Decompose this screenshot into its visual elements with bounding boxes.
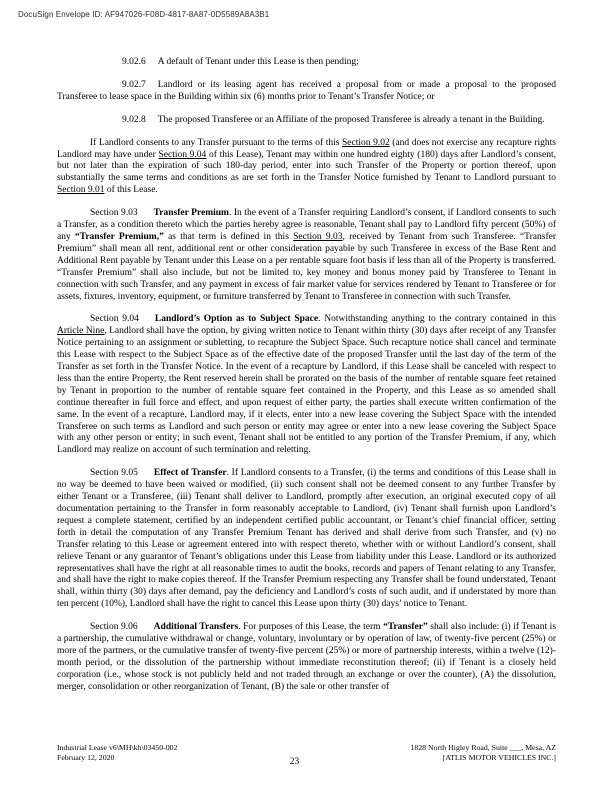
text-run: Transfer Premium [153, 208, 229, 219]
text-run: Section 9.05 [90, 468, 138, 479]
text-run: shall also include: (i) if Tenant is a partnership, the cumulative withdrawal or change, voluntary, involuntary or by operation of law, of twenty-five percent (25%) or more of the partners, or the cumulative transfer of twenty-five percent (25%) or more of partnership interests, within a twelve (12)-month period, or the dissolution of the partnership without immediate reconstitution thereof; (ii) if Tenant is a closely held corporation (i.e., whose stock is not publicly held and not traded through an exchange or over the counter), (A) the dissolution, merger, consolidation or other reorganization of Tenant, (B) the sale or other transfer of [57, 622, 557, 692]
text-run: Landlord or its leasing agent has received a proposal from or made a proposal to the proposed Transferee to lease space in the Building within six (6) months prior to Tenant’s Transfer Notice; or [57, 79, 556, 102]
text-run: . If Landlord consents to a Transfer, (i) the terms and conditions of this Lease shall in no way be deemed to have been waived or modified, (ii) such consent shall not be deemed consent to any further Transfer by either Tenant or a Transferee, (iii) Tenant shall deliver to Landlord, promptly after execution, an original executed copy of all documentation pertaining to the Transfer in form reasonably acceptable to Landlord, (iv) Tenant shall furnish upon Landlord’s request a complete statement, certified by an independent certified public accountant, or Tenant’s chief financial officer, setting forth in detail the computation of any Transfer Premium Tenant has derived and shall derive from such Transfer, and (v) no Transfer relating to this Lease or agreement entered into with respect thereto, whether with or without Landlord’s consent, shall relieve Tenant or any guarantor of Tenant’s obligations under this Lease from liability under this Lease. Landlord or its authorized representatives shall have the right at all reasonable times to audit the books, records and papers of Tenant relating to any Transfer, and shall have the right to make copies thereof. If the Transfer Premium respecting any Transfer shall be found understated, Tenant shall, within thirty (30) days after demand, pay the deficiency and Landlord’s costs of such audit, and if understated by more than ten percent (10%), Landlord shall have the right to cancel this Lease upon thirty (30) days’ notice to Tenant. [57, 468, 557, 610]
text-run: Additional Transfers [153, 622, 239, 633]
text-run: as that term is defined in this [163, 231, 294, 242]
text-run: Effect of Transfer [153, 468, 227, 479]
footer-company: [ATLIS MOTOR VEHICLES INC.] [442, 752, 556, 762]
text-run: Section 9.01 [57, 185, 105, 196]
paragraph-landlord-consent [57, 138, 556, 198]
docusign-envelope-id: DocuSign Envelope ID: AF947026-F08D-4817-8A87-0D5589A8A3B1 [18, 10, 270, 19]
text-run: Section 9.04 [90, 314, 139, 325]
text-run: (and does not exercise any recapture rights Landlord may have under [57, 137, 556, 160]
text-run: of this Lease), Tenant may within one hundred eighty (180) days after Landlord’s consent, but not later than the expiration of such 180-day period, enter into such Transfer of the Property or portion thereof, upon substantially the same terms and conditions as are set forth in the Transfer Notice furnished by Tenant to Landlord pursuant to [57, 149, 556, 184]
text-run: . Notwithstanding anything to the contrary contained in this [318, 314, 556, 325]
text-run: If Landlord consents to any Transfer pursuant to the terms of this [90, 137, 343, 148]
text-run: Landlord’s Option as to Subject Space [154, 314, 319, 325]
text-run: Section 9.03 [293, 231, 343, 242]
section-9-05 [57, 468, 556, 611]
text-run: A default of Tenant under this Lease is then pending; [157, 57, 359, 67]
text-run: . In the event of a Transfer requiring Landlord’s consent, if Landlord consents to such a Transfer, as a condition thereto which the parties hereby agree is reasonable, Tenant shall pay to Landlord fifty percent (50%) of any [57, 208, 556, 242]
clause-9-02-7 [57, 80, 556, 104]
text-run: “Transfer Premium,” [74, 231, 164, 242]
section-9-03 [57, 208, 556, 303]
section-9-04 [57, 314, 556, 457]
clause-9-02-8 [57, 115, 556, 127]
text-run: 9.02.8 [122, 114, 146, 125]
text-run: Section 9.04 [158, 149, 207, 160]
footer-address: 1828 North Higley Road, Suite ___, Mesa, AZ [410, 743, 556, 752]
text-run: Section 9.03 [90, 208, 138, 219]
text-run: “Transfer” [383, 622, 428, 633]
text-run: 9.02.7 [122, 79, 146, 90]
footer-date: February 12, 2020 [57, 752, 115, 762]
text-run: Article Nine [57, 326, 105, 337]
clause-9-02-6 [57, 57, 556, 69]
text-run: The proposed Transferee or an Affiliate of the proposed Transferee is already a tenant in the Building. [157, 114, 545, 125]
text-run: 9.02.6 [122, 57, 146, 67]
text-run: , Landlord shall have the option, by giving written notice to Tenant within thirty (30) days after receipt of any Transfer Notice pertaining to an assignment or subletting, to recapture the Subject Space. Such recapture notice shall cancel and terminate this Lease with respect to the Subject Space as of the effective date of the proposed Transfer until the last day of the term of the Transfer as set forth in the Transfer Notice. In the event of a recapture by Landlord, if this Lease shall be canceled with respect to less than the entire Property, the Rent reserved herein shall be prorated on the basis of the number of rentable square feet retained by Tenant in proportion to the number of rentable square feet contained in the Property, and this Lease as so amended shall continue thereafter in full force and effect, and upon request of either party, the parties shall execute written confirmation of the same. In the event of a recapture, Landlord may, if it elects, enter into a new lease covering the Subject Space with the intended Transferee on such terms as Landlord and such person or entity may agree or enter into a new lease covering the Subject Space with any other person or entity; in such event, Tenant shall not be entitled to any portion of the Transfer Premium, if any, which Landlord may realize on account of such termination and reletting. [57, 326, 556, 456]
section-9-06 [57, 622, 556, 693]
footer-doc-reference: Industrial Lease v6\MH\kh\03450-002 [57, 743, 178, 752]
page-number: 23 [289, 757, 300, 767]
text-run: of this Lease. [104, 185, 158, 196]
text-run: Section 9.06 [90, 622, 138, 633]
text-run: , received by Tenant from such Transferee. “Transfer Premium” shall mean all rent, additional rent or other consideration payable by such Transferee in excess of the Base Rent and Additional Rent payable by Tenant under this Lease on a per rentable square foot basis if less than all of the Property is transferred. “Transfer Premium” shall also include, but not be limited to, key money and bonus money paid by Transferee to Tenant in connection with such Transfer, and any payment in excess of fair market value for services rendered by Tenant to Transferee or for assets, fixtures, inventory, equipment, or furniture transferred by Tenant to Transferee in connection with such Transfer. [57, 231, 556, 302]
text-run: Section 9.02 [342, 137, 390, 148]
document-body [57, 57, 556, 694]
text-run: . For purposes of this Lease, the term [238, 622, 384, 633]
